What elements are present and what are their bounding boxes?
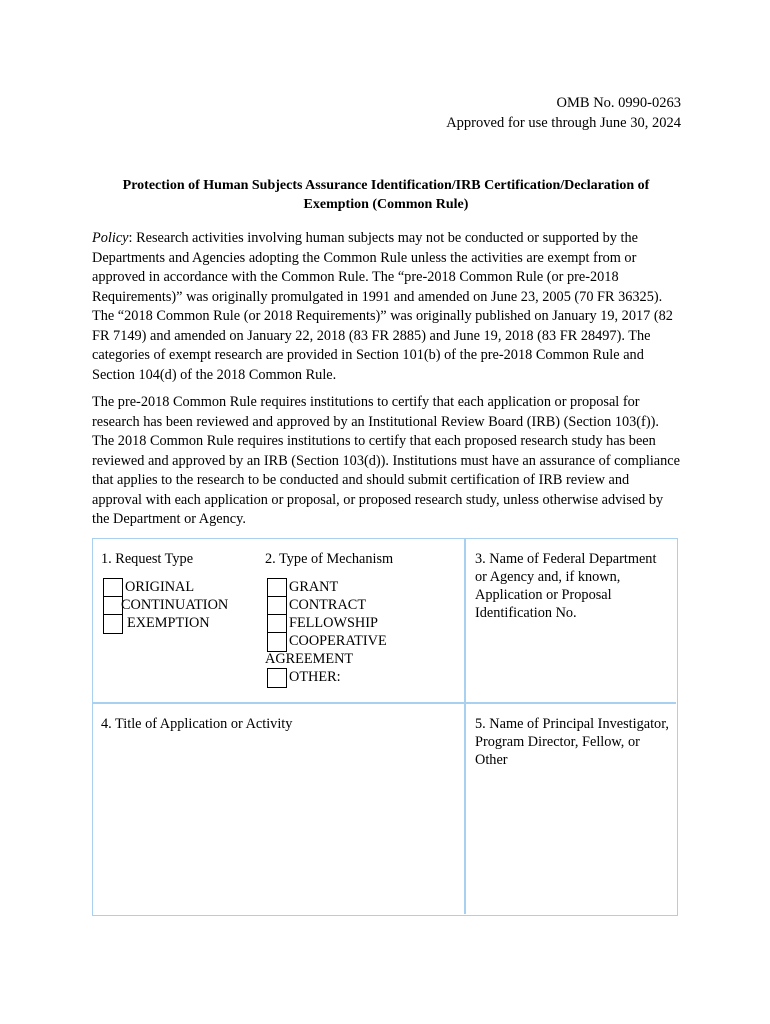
policy-paragraph — [92, 229, 680, 385]
option-original[interactable] — [101, 578, 261, 596]
request-type-label: 1. Request Type — [101, 551, 194, 567]
option-cooperative[interactable] — [265, 632, 461, 650]
option-continuation-label: CONTINUATION — [121, 597, 229, 613]
option-agreement-label: AGREEMENT — [265, 651, 354, 667]
certification-paragraph: The pre-2018 Common Rule requires institutions to certify that each application or proposal for research has been reviewed and approved by an Institutional Review Board (IRB) (Section 103(f)). The 2018 Common Rule requires institutions to certify that each proposed research study has been reviewed and approved by an IRB (Section 103(d)). Institutions must have an assurance of compliance that applies to the research to be conducted and should submit certification of IRB review and approval with each application or proposal, or proposed research study, unless otherwise advised by the Department or Agency. — [92, 394, 680, 527]
mechanism-cell — [265, 550, 461, 686]
table-divider-vertical — [464, 539, 466, 914]
option-exemption-label: EXEMPTION — [127, 615, 210, 631]
option-agreement-continued — [265, 650, 461, 668]
request-type-options — [101, 578, 261, 632]
omb-number: OMB No. 0990-0263 — [556, 95, 681, 111]
form-title — [92, 176, 680, 214]
principal-investigator-label: 5. Name of Principal Investigator, Program Director, Fellow, or Other — [475, 716, 669, 768]
request-type-cell — [101, 550, 261, 632]
option-other-label: OTHER: — [289, 669, 341, 685]
table-divider-horizontal — [93, 702, 676, 704]
option-fellowship-label: FELLOWSHIP — [289, 615, 378, 631]
option-continuation[interactable] — [101, 596, 261, 614]
option-original-label: ORIGINAL — [125, 579, 195, 595]
department-cell[interactable] — [475, 550, 671, 622]
mechanism-options — [265, 578, 461, 686]
title-activity-label: 4. Title of Application or Activity — [101, 716, 293, 732]
option-other[interactable] — [265, 668, 461, 686]
form-title-line1: Protection of Human Subjects Assurance Identification/IRB Certification/Declaration of — [122, 178, 650, 193]
assurance-form-table — [92, 538, 678, 916]
option-grant-label: GRANT — [289, 579, 339, 595]
mechanism-label: 2. Type of Mechanism — [265, 551, 394, 567]
policy-text: : Research activities involving human subjects may not be conducted or supported by the Departments and Agencies adopting the Common Rule unless the activities are exempt from or approved in accordance with the Common Rule. The “pre-2018 Common Rule (or pre-2018 Requirements)” was originally promulgated in 1991 and amended on June 23, 2005 (70 FR 36325). The “2018 Common Rule (or 2018 Requirements)” was originally published on January 19, 2017 (82 FR 7149) and amended on January 22, 2018 (83 FR 2885) and June 19, 2018 (83 FR 28497). The categories of exempt research are provided in Section 101(b) of the pre-2018 Common Rule and Section 104(d) of the 2018 Common Rule. — [92, 230, 673, 383]
form-title-line2: Exemption (Common Rule) — [303, 197, 469, 212]
principal-investigator-cell[interactable] — [475, 715, 671, 905]
option-exemption[interactable] — [101, 614, 261, 632]
policy-label: Policy — [92, 230, 129, 246]
department-label: 3. Name of Federal Department or Agency and, if known, Application or Proposal Identification No. — [475, 551, 657, 621]
option-grant[interactable] — [265, 578, 461, 596]
option-fellowship[interactable] — [265, 614, 461, 632]
omb-approval-date: Approved for use through June 30, 2024 — [446, 115, 681, 131]
option-cooperative-label: COOPERATIVE — [289, 633, 387, 649]
title-activity-cell[interactable] — [101, 715, 456, 905]
option-contract-label: CONTRACT — [289, 597, 367, 613]
option-contract[interactable] — [265, 596, 461, 614]
omb-header — [446, 93, 681, 133]
